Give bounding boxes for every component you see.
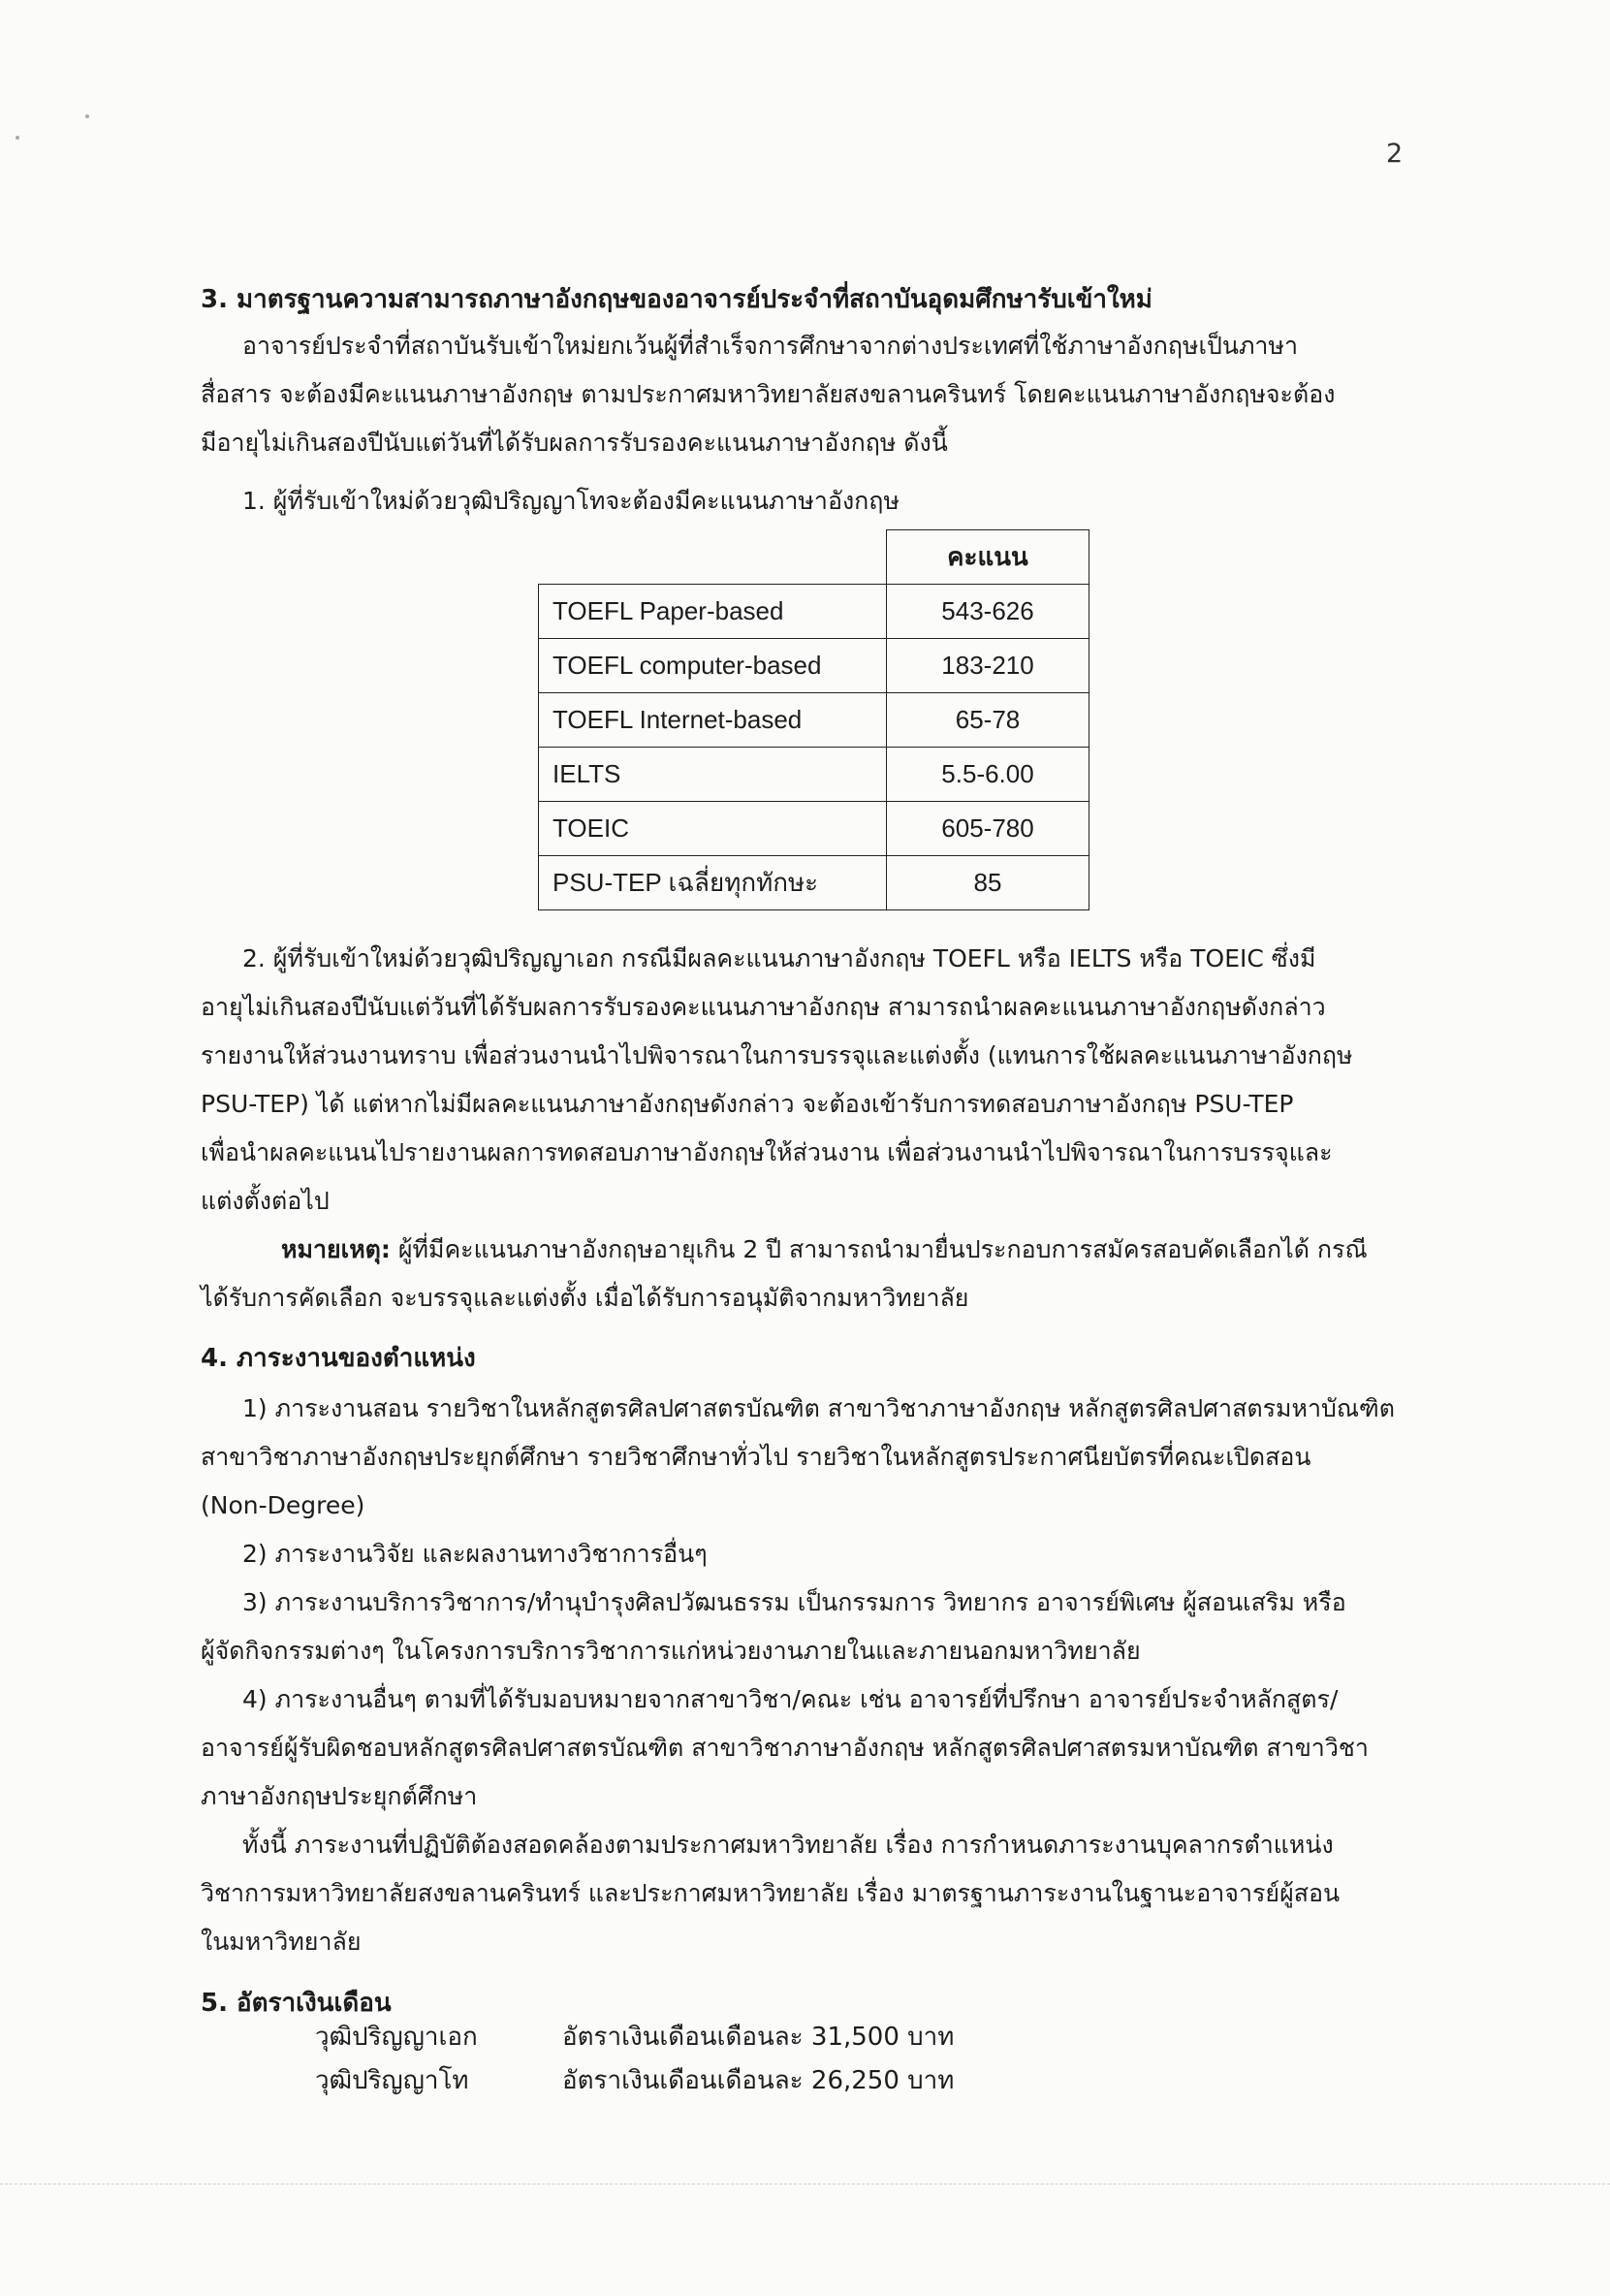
table-row — [539, 693, 1089, 748]
table-cell-score: 85 — [887, 856, 1089, 910]
table-cell-test: TOEIC — [539, 802, 887, 856]
section-3-heading: 3. มาตรฐานความสามารถภาษาอังกฤษของอาจารย์ประจำที่สถาบันอุดมศึกษารับเข้าใหม่ — [201, 285, 1152, 314]
scan-artifact-line — [0, 2184, 1610, 2185]
section-3-item-2-line: แต่งตั้งต่อไป — [201, 1187, 330, 1215]
section-4-item-line: อาจารย์ผู้รับผิดชอบหลักสูตรศิลปศาสตรบัณฑิต สาขาวิชาภาษาอังกฤษ หลักสูตรศิลปศาสตรมหาบัณฑิต สาขาวิชา — [201, 1734, 1369, 1762]
table-cell-test: TOEFL Paper-based — [539, 585, 887, 639]
section-3-item-2-line: PSU-TEP) ได้ แต่หากไม่มีผลคะแนนภาษาอังกฤษดังกล่าว จะต้องเข้ารับการทดสอบภาษาอังกฤษ PSU-TEP — [201, 1090, 1294, 1118]
section-4-item-line: 4) ภาระงานอื่นๆ ตามที่ได้รับมอบหมายจากสาขาวิชา/คณะ เช่น อาจารย์ที่ปรึกษา อาจารย์ประจำหลักสูตร/ — [242, 1685, 1339, 1713]
table-row — [539, 802, 1089, 856]
table-header-row — [539, 530, 1089, 585]
note-line — [281, 1229, 1368, 1270]
table-cell-test: PSU-TEP เฉลี่ยทุกทักษะ — [539, 856, 887, 910]
section-4-item-line: 3) ภาระงานบริการวิชาการ/ทำนุบำรุงศิลปวัฒนธรรม เป็นกรรมการ วิทยากร อาจารย์พิเศษ ผู้สอนเสริม หรือ — [242, 1588, 1346, 1616]
page-number: 2 — [1386, 139, 1404, 169]
salary-degree: วุฒิปริญญาโท — [315, 2066, 469, 2095]
table-cell-score: 605-780 — [887, 802, 1089, 856]
section-3-paragraph-line: อาจารย์ประจำที่สถาบันรับเข้าใหม่ยกเว้นผู้ที่สำเร็จการศึกษาจากต่างประเทศที่ใช้ภาษาอังกฤษเป็นภาษา — [242, 332, 1298, 360]
note-line: ได้รับการคัดเลือก จะบรรจุและแต่งตั้ง เมื่อได้รับการอนุมัติจากมหาวิทยาลัย — [201, 1284, 969, 1312]
table-cell-score: 543-626 — [887, 585, 1089, 639]
table-cell-test: TOEFL Internet-based — [539, 693, 887, 748]
table-row — [539, 748, 1089, 802]
table-cell-test: IELTS — [539, 748, 887, 802]
section-3-item-2-line: รายงานให้ส่วนงานทราบ เพื่อส่วนงานนำไปพิจารณาในการบรรจุและแต่งตั้ง (แทนการใช้ผลคะแนนภาษาอังกฤษ — [201, 1041, 1353, 1069]
table-cell-test: TOEFL computer-based — [539, 639, 887, 693]
section-4-closing-line: ทั้งนี้ ภาระงานที่ปฏิบัติต้องสอดคล้องตามประกาศมหาวิทยาลัย เรื่อง การกำหนดภาระงานบุคลากรตำแหน่ง — [242, 1831, 1334, 1859]
section-3-paragraph-line: มีอายุไม่เกินสองปีนับแต่วันที่ได้รับผลการรับรองคะแนนภาษาอังกฤษ ดังนี้ — [201, 429, 948, 457]
table-header-score: คะแนน — [887, 530, 1089, 585]
section-4-item-line: (Non-Degree) — [201, 1491, 365, 1519]
note-text: ผู้ที่มีคะแนนภาษาอังกฤษอายุเกิน 2 ปี สามารถนำมายื่นประกอบการสมัครสอบคัดเลือกได้ กรณี — [390, 1235, 1368, 1263]
english-score-table — [538, 529, 1089, 910]
section-4-heading: 4. ภาระงานของตำแหน่ง — [201, 1344, 476, 1373]
section-3-item-2-line: เพื่อนำผลคะแนนไปรายงานผลการทดสอบภาษาอังกฤษให้ส่วนงาน เพื่อส่วนงานนำไปพิจารณาในการบรรจุและ — [201, 1138, 1333, 1166]
table-cell-score: 183-210 — [887, 639, 1089, 693]
section-4-closing-line: วิชาการมหาวิทยาลัยสงขลานครินทร์ และประกาศมหาวิทยาลัย เรื่อง มาตรฐานภาระงานในฐานะอาจารย์ผู้สอน — [201, 1879, 1341, 1907]
table-cell-score: 65-78 — [887, 693, 1089, 748]
section-4-item-line: สาขาวิชาภาษาอังกฤษประยุกต์ศึกษา รายวิชาศึกษาทั่วไป รายวิชาในหลักสูตรประกาศนียบัตรที่คณะเปิดสอน — [201, 1443, 1311, 1471]
table-row — [539, 639, 1089, 693]
section-4-item-line: ผู้จัดกิจกรรมต่างๆ ในโครงการบริการวิชาการแก่หน่วยงานภายในและภายนอกมหาวิทยาลัย — [201, 1637, 1141, 1665]
section-3-item-2-line: อายุไม่เกินสองปีนับแต่วันที่ได้รับผลการรับรองคะแนนภาษาอังกฤษ สามารถนำผลคะแนนภาษาอังกฤษดังกล่าว — [201, 993, 1326, 1021]
table-cell-score: 5.5-6.00 — [887, 748, 1089, 802]
section-3-paragraph-line: สื่อสาร จะต้องมีคะแนนภาษาอังกฤษ ตามประกาศมหาวิทยาลัยสงขลานครินทร์ โดยคะแนนภาษาอังกฤษจะต้อง — [201, 380, 1336, 408]
section-5-heading: 5. อัตราเงินเดือน — [201, 1989, 392, 2018]
note-label: หมายเหตุ: — [281, 1235, 391, 1263]
table-header-blank — [539, 530, 887, 585]
salary-degree: วุฒิปริญญาเอก — [315, 2023, 478, 2052]
salary-amount: อัตราเงินเดือนเดือนละ 26,250 บาท — [562, 2066, 955, 2095]
section-4-item-line: ภาษาอังกฤษประยุกต์ศึกษา — [201, 1782, 478, 1810]
table-row — [539, 856, 1089, 910]
section-4-closing-line: ในมหาวิทยาลัย — [201, 1928, 362, 1956]
section-3-item-2-line: 2. ผู้ที่รับเข้าใหม่ด้วยวุฒิปริญญาเอก กรณีมีผลคะแนนภาษาอังกฤษ TOEFL หรือ IELTS หรือ TOEIC ซึ่งมี — [242, 944, 1316, 973]
scan-speck — [16, 136, 19, 140]
scan-speck — [85, 114, 89, 118]
salary-amount: อัตราเงินเดือนเดือนละ 31,500 บาท — [562, 2023, 955, 2052]
table-row — [539, 585, 1089, 639]
section-4-item-line: 1) ภาระงานสอน รายวิชาในหลักสูตรศิลปศาสตรบัณฑิต สาขาวิชาภาษาอังกฤษ หลักสูตรศิลปศาสตรมหาบัณฑิต — [242, 1394, 1396, 1422]
section-3-item-1: 1. ผู้ที่รับเข้าใหม่ด้วยวุฒิปริญญาโทจะต้องมีคะแนนภาษาอังกฤษ — [242, 487, 900, 515]
section-4-item-line: 2) ภาระงานวิจัย และผลงานทางวิชาการอื่นๆ — [242, 1540, 708, 1568]
